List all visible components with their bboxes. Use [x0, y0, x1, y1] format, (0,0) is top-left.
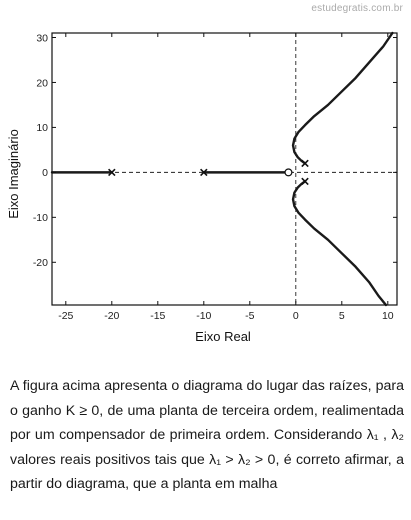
- y-tick-label: 0: [42, 167, 48, 180]
- x-tick-label: -10: [196, 310, 212, 322]
- y-axis-label: Eixo Imaginário: [6, 129, 21, 219]
- plot-border: [52, 33, 397, 305]
- y-tick-label: 30: [36, 32, 48, 45]
- locus-branch-4: [293, 181, 386, 305]
- pole-marker-3: [302, 160, 308, 166]
- x-axis-label: Eixo Real: [195, 329, 251, 344]
- axis-reference-lines: [52, 33, 397, 305]
- plot-frame: [33, 32, 397, 322]
- x-tick-label: -15: [150, 310, 166, 322]
- locus-branch-3: [293, 33, 392, 163]
- y-tick-label: 10: [36, 122, 48, 135]
- x-tick-label: 0: [292, 310, 299, 322]
- x-tick-label: -5: [245, 310, 255, 322]
- locus-branches: [52, 33, 392, 305]
- watermark: estudegratis.com.br: [311, 3, 403, 14]
- x-tick-label: 5: [338, 310, 345, 322]
- y-tick-label: -20: [32, 257, 48, 270]
- zero-marker-1: [285, 169, 292, 176]
- question-paragraph: A figura acima apresenta o diagrama do lugar das raízes, para o ganho K ≥ 0, de uma planta de terceira ordem, realimentada por um compensador de primeira ordem. Considerando λ₁ , λ₂ valores reais positivos tais que λ₁ > λ₂ > 0, é correto afirmar, a partir do diagrama, que a planta em malha: [10, 378, 404, 493]
- pole-marker-4: [302, 178, 308, 184]
- y-tick-label: -10: [32, 212, 48, 225]
- x-tick-label: -20: [104, 310, 120, 322]
- y-tick-label: 20: [36, 77, 48, 90]
- x-tick-label: 10: [381, 310, 394, 322]
- x-tick-label: -25: [58, 310, 74, 322]
- question-text: [10, 374, 404, 497]
